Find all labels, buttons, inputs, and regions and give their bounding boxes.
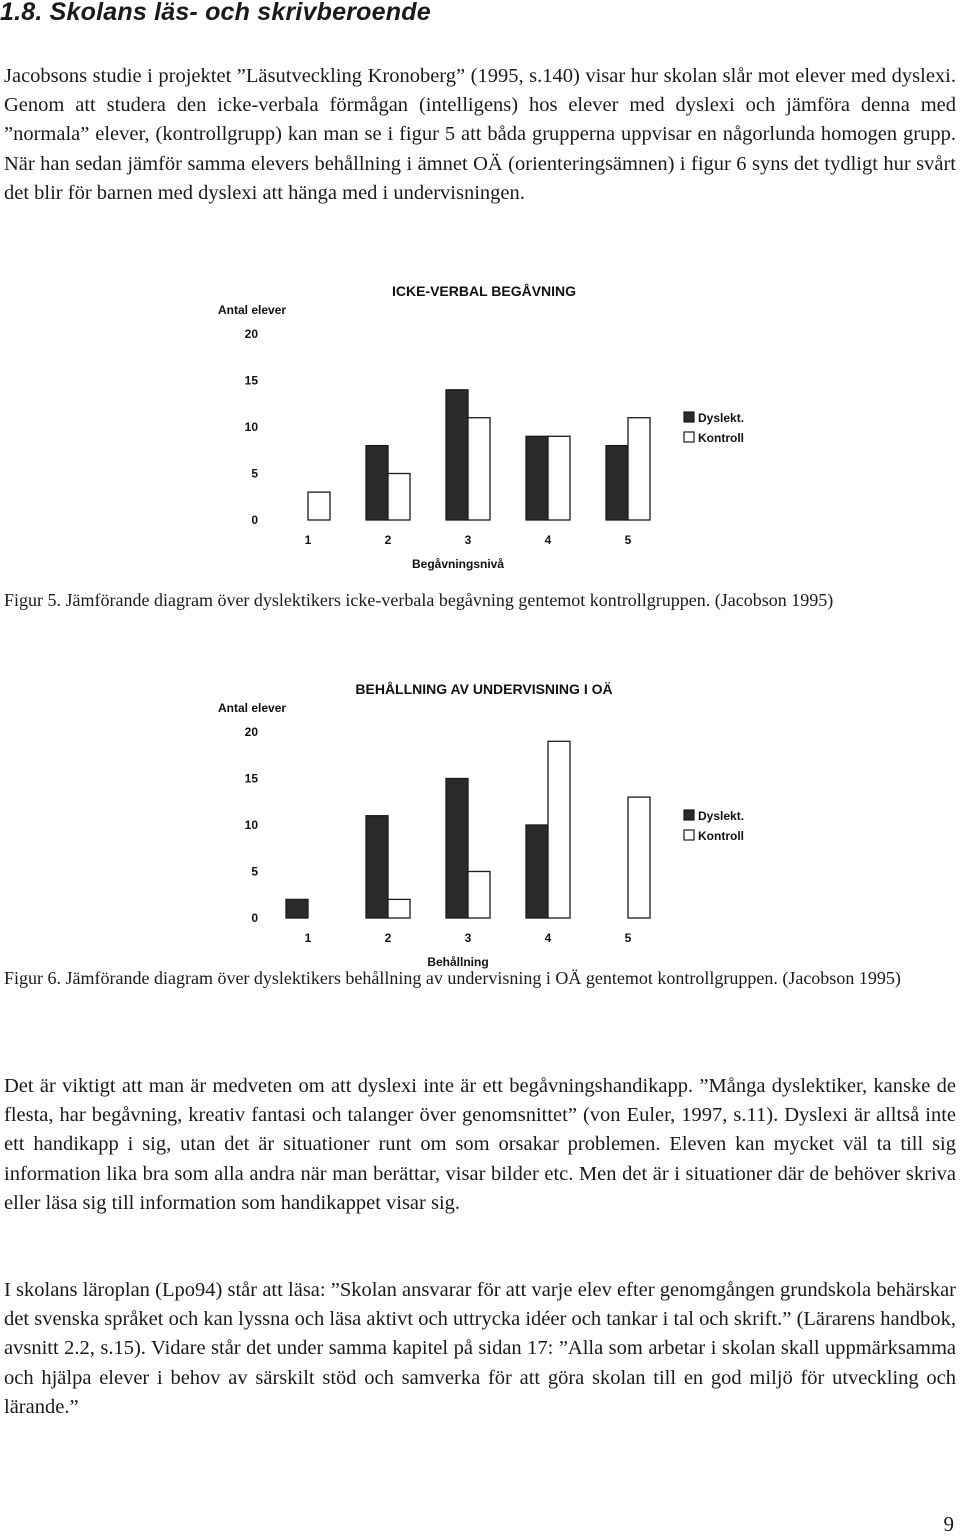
- x-tick-label: 2: [384, 931, 392, 945]
- bar-kontroll: [308, 492, 330, 520]
- figure-5-svg: [200, 276, 760, 576]
- bar-dyslekt: [606, 446, 628, 520]
- bar-dyslekt: [446, 779, 468, 919]
- x-axis-label: Begåvningsnivå: [411, 557, 505, 571]
- x-axis-label: Behållning: [427, 955, 489, 969]
- y-tick-label: 15: [244, 373, 258, 388]
- x-tick-label: 5: [624, 931, 632, 945]
- x-tick-label: 2: [384, 533, 392, 547]
- figure-6-caption: Figur 6. Jämförande diagram över dyslektikers behållning av undervisning i OÄ gentemot kontrollgruppen. (Jacobson 1995): [4, 968, 901, 988]
- x-tick-label: 3: [464, 931, 472, 945]
- y-tick-label: 10: [244, 420, 258, 434]
- legend-swatch-kontroll: [684, 432, 694, 442]
- bar-dyslekt: [446, 390, 468, 520]
- bar-dyslekt: [526, 825, 548, 918]
- bar-kontroll: [548, 741, 570, 918]
- legend-label-dyslekt: Dyslekt.: [698, 809, 745, 823]
- intro-paragraph: Jacobsons studie i projektet ”Läsutveckling Kronoberg” (1995, s.140) visar hur skolan slår mot elever med dyslexi. Genom att studera den icke-verbala förmågan (intelligens) hos elever med dyslexi och jämföra denna med ”normala” elever, (kontrollgrupp) kan man se i figur 5 att båda grupperna uppvisar en någorlunda homogen grupp. När han sedan jämför samma elevers behållning i ämnet OÄ (orienteringsämnen) i figur 6 syns det tydligt hur svårt det blir för barnen med dyslexi att hänga med i undervisningen.: [4, 65, 956, 204]
- y-axis-label: Antal elever: [218, 701, 287, 715]
- y-tick-label: 0: [251, 513, 258, 527]
- bar-kontroll: [468, 418, 490, 520]
- bar-dyslekt: [286, 899, 308, 918]
- legend-label-dyslekt: Dyslekt.: [698, 411, 745, 425]
- body-paragraph-2: Det är viktigt att man är medveten om att dyslexi inte är ett begåvningshandikapp. ”Många dyslektiker, kanske de flesta, har begåvning, kreativ fantasi och talanger över genomsnittet” (von Euler, 1997, s.11). Dyslexi är alltså inte ett handikapp i sig, utan det är situationer runt om som orsakar problemen. Eleven kan mycket väl ta till sig information lika bra som alla andra när man berättar, visar bilder etc. Men det är i situationer där de behöver skriva eller läsa sig till information som handikappet visar sig.: [4, 1075, 956, 1214]
- bar-kontroll: [388, 899, 410, 918]
- legend-swatch-dyslekt: [684, 412, 694, 422]
- x-tick-label: 4: [544, 931, 552, 945]
- y-tick-label: 20: [244, 725, 258, 739]
- figure-6-svg: [200, 674, 760, 974]
- x-tick-label: 1: [304, 533, 312, 547]
- legend-label-kontroll: Kontroll: [698, 431, 744, 445]
- bar-kontroll: [388, 474, 410, 521]
- bar-dyslekt: [366, 816, 388, 918]
- figure-5-chart: [200, 276, 760, 576]
- bar-kontroll: [628, 418, 650, 520]
- bar-dyslekt: [526, 436, 548, 520]
- bar-kontroll: [468, 872, 490, 919]
- x-tick-label: 4: [544, 533, 552, 547]
- legend-swatch-dyslekt: [684, 810, 694, 820]
- legend-swatch-kontroll: [684, 830, 694, 840]
- legend-label-kontroll: Kontroll: [698, 829, 744, 843]
- y-tick-label: 0: [251, 911, 258, 925]
- x-tick-label: 3: [464, 533, 472, 547]
- y-tick-label: 15: [244, 771, 258, 786]
- bar-kontroll: [548, 436, 570, 520]
- body-paragraph-3: I skolans läroplan (Lpo94) står att läsa: ”Skolan ansvarar för att varje elev efter genomgången grundskola behärskar det svenska språket och kan lyssna och läsa aktivt och uttrycka idéer och tankar i tal och skrift.” (Lärarens handbok, avsnitt 2.2, s.15). Vidare står det under samma kapitel på sidan 17: ”Alla som arbetar i skolan skall uppmärksamma och hjälpa elever i behov av särskilt stöd och samverka för att göra skolan till en god miljö för utveckling och lärande.”: [4, 1279, 956, 1418]
- x-tick-label: 1: [304, 931, 312, 945]
- section-heading: 1.8. Skolans läs- och skrivberoende: [0, 0, 431, 26]
- x-tick-label: 5: [624, 533, 632, 547]
- bar-dyslekt: [366, 446, 388, 520]
- y-tick-label: 20: [244, 327, 258, 341]
- chart-title: ICKE-VERBAL BEGÅVNING: [391, 283, 577, 299]
- bar-kontroll: [628, 797, 650, 918]
- y-tick-label: 5: [251, 466, 258, 481]
- figure-5-caption: Figur 5. Jämförande diagram över dyslektikers icke-verbala begåvning gentemot kontrollgruppen. (Jacobson 1995): [4, 590, 834, 610]
- chart-title: BEHÅLLNING AV UNDERVISNING I OÄ: [355, 681, 613, 697]
- figure-6-chart: [200, 674, 760, 974]
- y-tick-label: 5: [251, 864, 258, 879]
- y-axis-label: Antal elever: [218, 303, 287, 317]
- y-tick-label: 10: [244, 818, 258, 832]
- page-number: 9: [943, 1512, 954, 1536]
